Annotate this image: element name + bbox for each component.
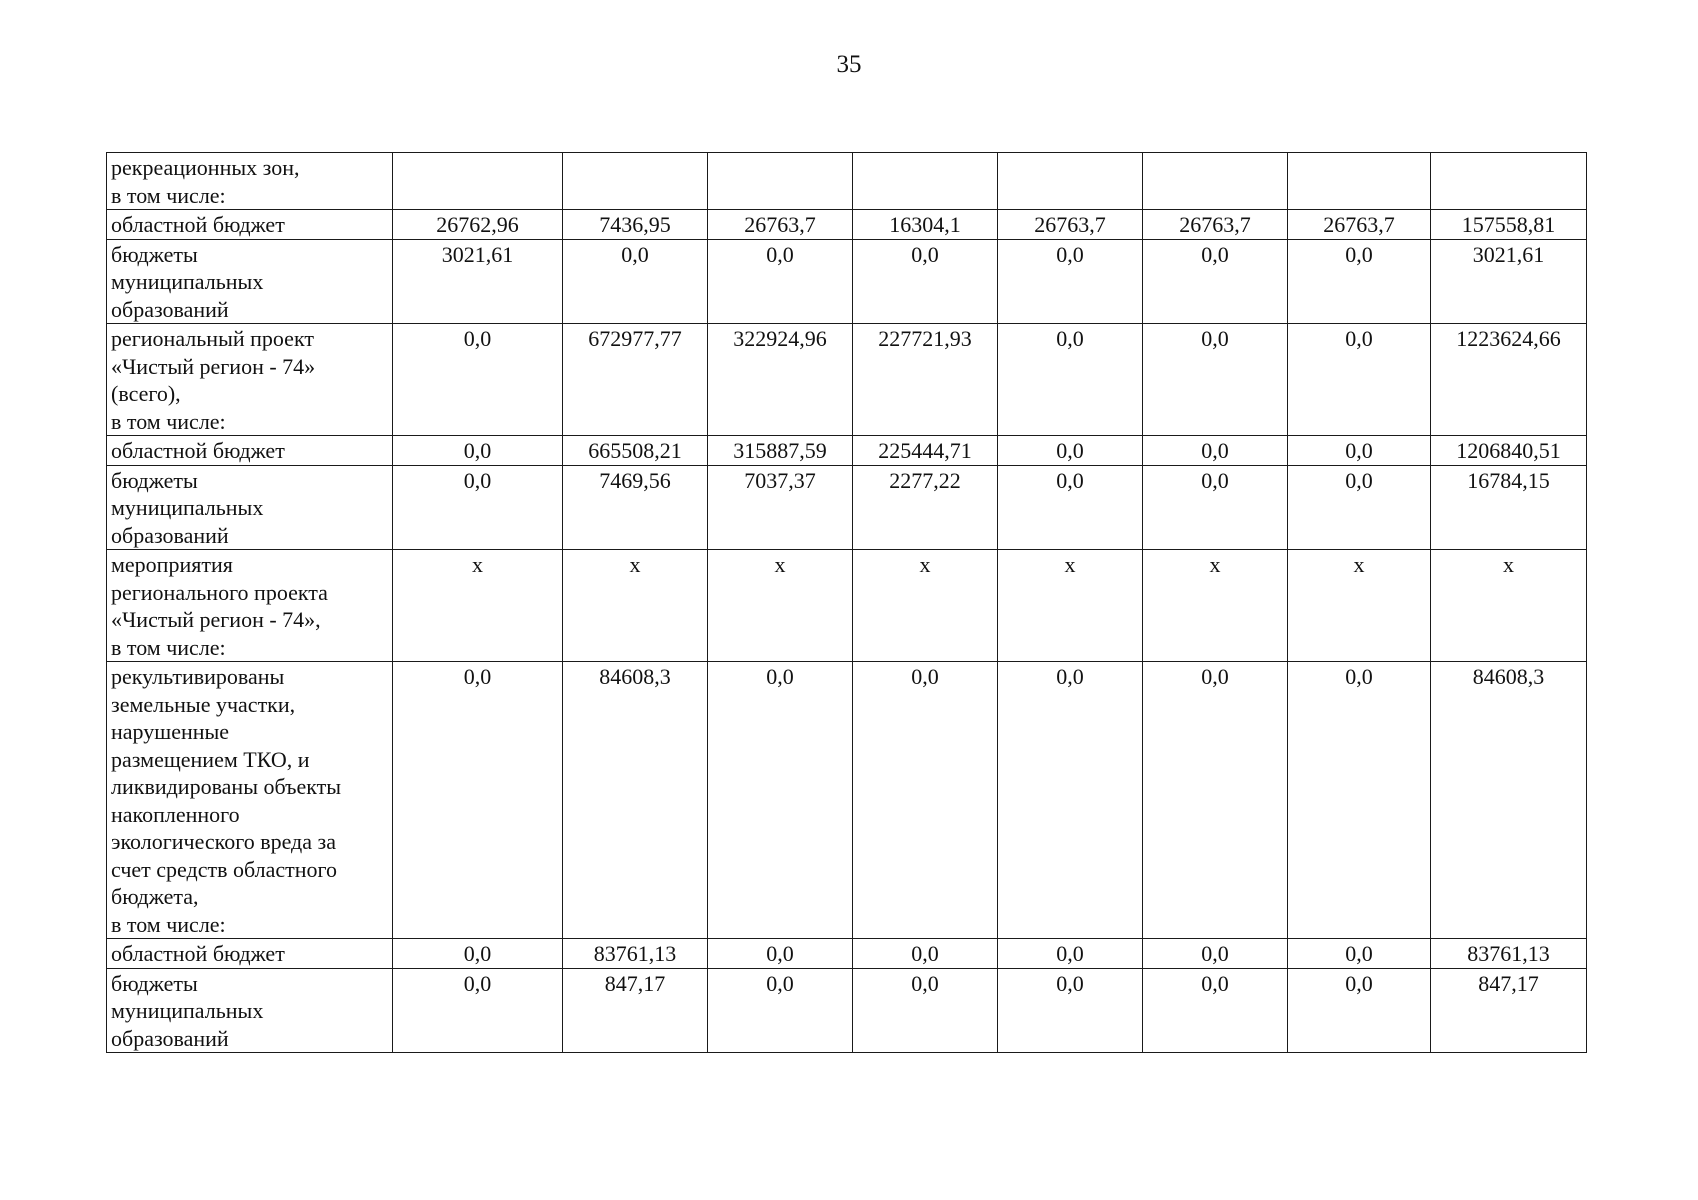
value-cell: 672977,77 (563, 324, 708, 436)
value-cell: 0,0 (393, 436, 563, 466)
value-cell: 3021,61 (393, 239, 563, 324)
row-label: бюджеты муниципальных образований (107, 239, 393, 324)
value-cell (708, 153, 853, 210)
value-cell: х (708, 550, 853, 662)
table-row (107, 939, 1587, 969)
value-cell: 0,0 (708, 662, 853, 939)
page-number: 35 (836, 51, 862, 78)
table-row (107, 210, 1587, 240)
row-label: рекультивированы земельные участки, нарушенные размещением ТКО, и ликвидированы объекты накопленного экологического вреда за счет средств областного бюджета, в том числе: (107, 662, 393, 939)
value-cell: 0,0 (393, 324, 563, 436)
row-label: областной бюджет (107, 436, 393, 466)
value-cell: 0,0 (853, 939, 998, 969)
table-row (107, 436, 1587, 466)
value-cell: 665508,21 (563, 436, 708, 466)
value-cell: 0,0 (1143, 662, 1288, 939)
value-cell: 0,0 (1288, 968, 1431, 1053)
value-cell (1143, 153, 1288, 210)
total-cell: 83761,13 (1431, 939, 1587, 969)
value-cell: 26763,7 (1288, 210, 1431, 240)
value-cell: 0,0 (563, 239, 708, 324)
value-cell: 0,0 (393, 662, 563, 939)
value-cell: 2277,22 (853, 465, 998, 550)
value-cell: 0,0 (1143, 436, 1288, 466)
value-cell (1288, 153, 1431, 210)
value-cell: 0,0 (1288, 324, 1431, 436)
total-cell: 1223624,66 (1431, 324, 1587, 436)
row-label: рекреационных зон, в том числе: (107, 153, 393, 210)
row-label: региональный проект «Чистый регион - 74» (всего), в том числе: (107, 324, 393, 436)
row-label: бюджеты муниципальных образований (107, 968, 393, 1053)
table-row (107, 968, 1587, 1053)
table-row (107, 324, 1587, 436)
value-cell: 7037,37 (708, 465, 853, 550)
value-cell: 26763,7 (708, 210, 853, 240)
total-cell: 3021,61 (1431, 239, 1587, 324)
value-cell: х (563, 550, 708, 662)
value-cell: 0,0 (1288, 662, 1431, 939)
row-label: областной бюджет (107, 210, 393, 240)
value-cell: 7469,56 (563, 465, 708, 550)
value-cell: 84608,3 (563, 662, 708, 939)
value-cell: 0,0 (1143, 968, 1288, 1053)
value-cell: 847,17 (563, 968, 708, 1053)
value-cell: 225444,71 (853, 436, 998, 466)
value-cell: 0,0 (1143, 239, 1288, 324)
value-cell: х (998, 550, 1143, 662)
value-cell: 0,0 (998, 968, 1143, 1053)
total-cell: 84608,3 (1431, 662, 1587, 939)
value-cell: 0,0 (1288, 465, 1431, 550)
value-cell: 0,0 (998, 662, 1143, 939)
total-cell: х (1431, 550, 1587, 662)
value-cell: 322924,96 (708, 324, 853, 436)
value-cell: 0,0 (853, 662, 998, 939)
total-cell: 16784,15 (1431, 465, 1587, 550)
value-cell: 0,0 (1288, 239, 1431, 324)
value-cell: 0,0 (708, 239, 853, 324)
budget-table (106, 152, 1587, 1053)
value-cell: 0,0 (998, 436, 1143, 466)
table-row (107, 239, 1587, 324)
table-row (107, 550, 1587, 662)
value-cell: 227721,93 (853, 324, 998, 436)
total-cell: 847,17 (1431, 968, 1587, 1053)
value-cell (563, 153, 708, 210)
value-cell: 0,0 (393, 939, 563, 969)
value-cell (998, 153, 1143, 210)
value-cell: 0,0 (998, 465, 1143, 550)
value-cell: х (1288, 550, 1431, 662)
value-cell: 0,0 (393, 465, 563, 550)
value-cell: 0,0 (393, 968, 563, 1053)
row-label: областной бюджет (107, 939, 393, 969)
value-cell: 26763,7 (1143, 210, 1288, 240)
table-row (107, 662, 1587, 939)
value-cell (853, 153, 998, 210)
value-cell: 315887,59 (708, 436, 853, 466)
value-cell: 0,0 (708, 939, 853, 969)
value-cell: 0,0 (853, 968, 998, 1053)
total-cell: 157558,81 (1431, 210, 1587, 240)
value-cell: 0,0 (708, 968, 853, 1053)
value-cell: х (853, 550, 998, 662)
value-cell: 0,0 (998, 324, 1143, 436)
value-cell: 0,0 (998, 239, 1143, 324)
table-row (107, 465, 1587, 550)
value-cell: 7436,95 (563, 210, 708, 240)
value-cell: 16304,1 (853, 210, 998, 240)
value-cell: 0,0 (1288, 436, 1431, 466)
total-cell (1431, 153, 1587, 210)
row-label: мероприятия регионального проекта «Чистый регион - 74», в том числе: (107, 550, 393, 662)
value-cell: 0,0 (998, 939, 1143, 969)
value-cell: 0,0 (1288, 939, 1431, 969)
value-cell: 26762,96 (393, 210, 563, 240)
value-cell: 83761,13 (563, 939, 708, 969)
value-cell: 0,0 (853, 239, 998, 324)
value-cell: 0,0 (1143, 939, 1288, 969)
value-cell: х (393, 550, 563, 662)
value-cell: 26763,7 (998, 210, 1143, 240)
table-row (107, 153, 1587, 210)
row-label: бюджеты муниципальных образований (107, 465, 393, 550)
value-cell: 0,0 (1143, 465, 1288, 550)
value-cell (393, 153, 563, 210)
value-cell: 0,0 (1143, 324, 1288, 436)
total-cell: 1206840,51 (1431, 436, 1587, 466)
value-cell: х (1143, 550, 1288, 662)
